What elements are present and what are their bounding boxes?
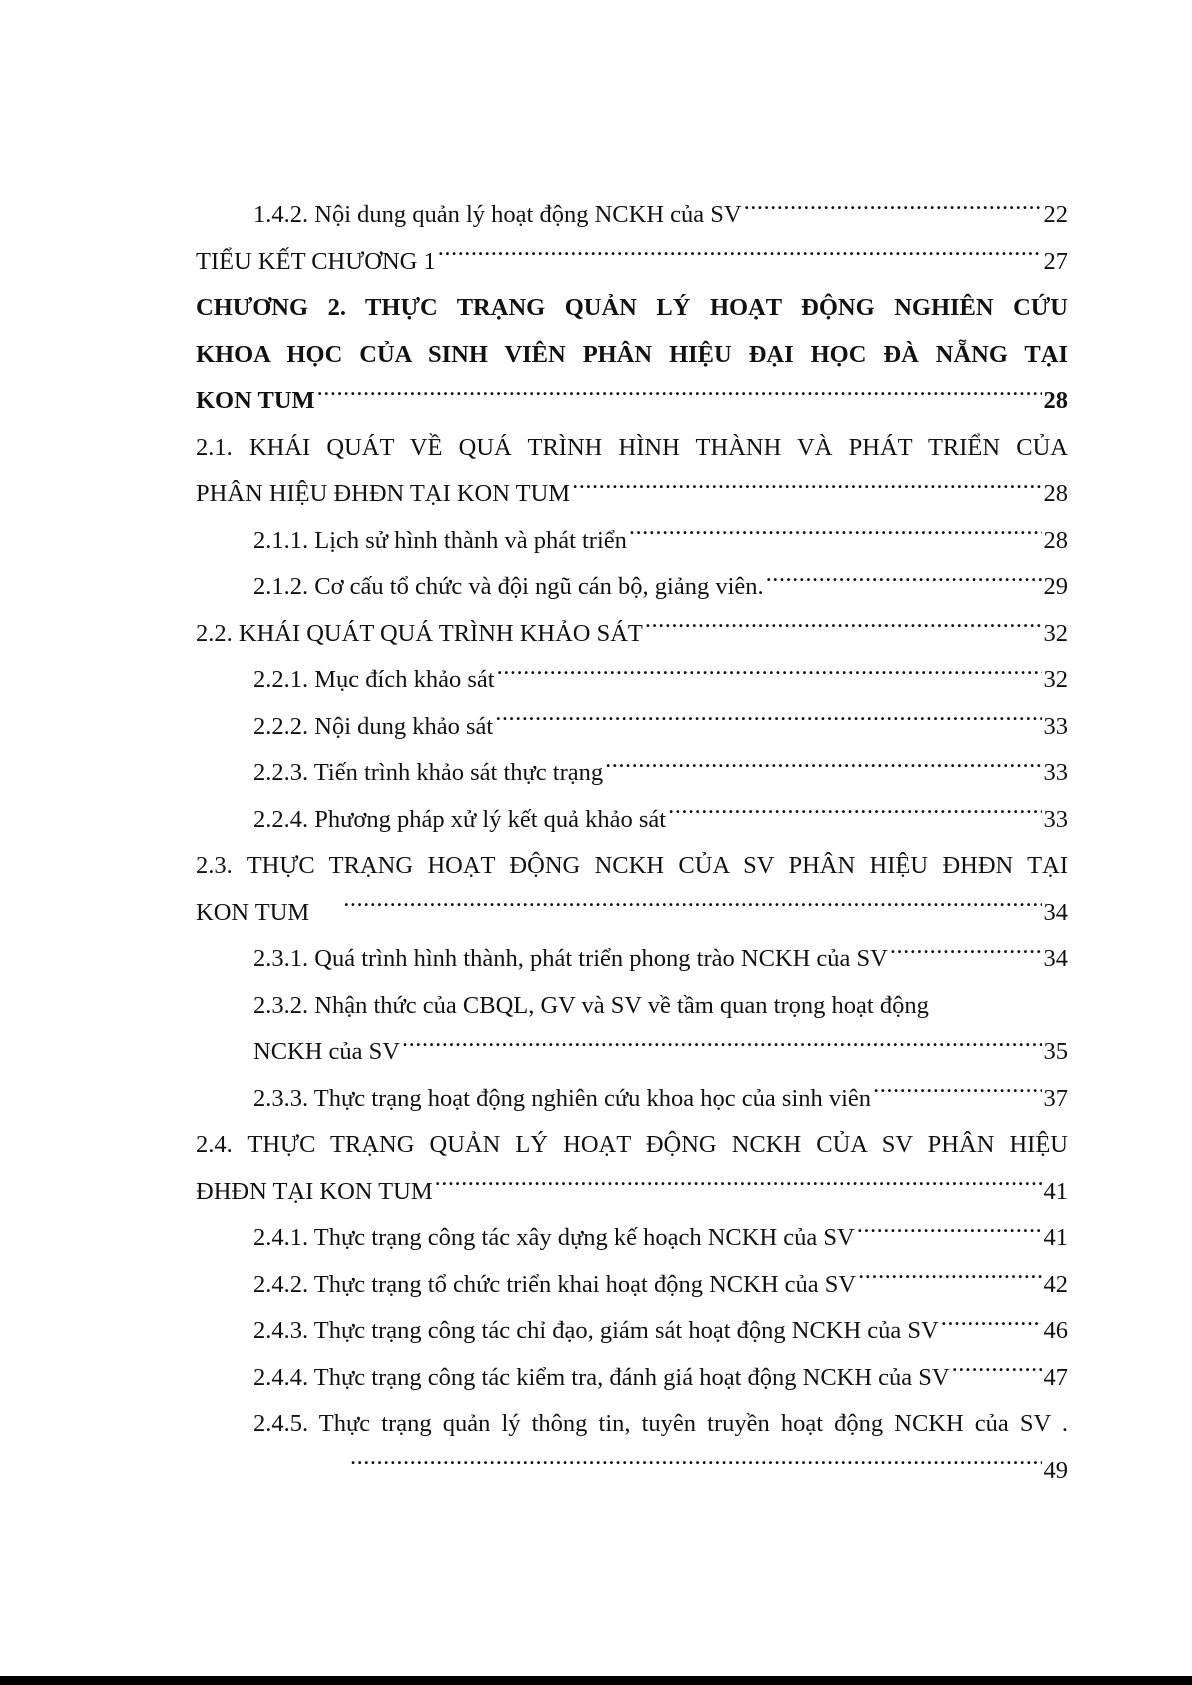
toc-page-number: 35 xyxy=(1043,1038,1068,1065)
toc-entry-title-line: PHÂN HIỆU ĐHĐN TẠI KON TUM xyxy=(196,480,571,507)
toc-entry-title: 2.4.3. Thực trạng công tác chỉ đạo, giám sát hoạt động NCKH của SV xyxy=(253,1317,939,1344)
toc-entry-title-line: CHƯƠNG 2. THỰC TRẠNG QUẢN LÝ HOẠT ĐỘNG NGHIÊN CỨU xyxy=(196,294,1068,321)
toc-entry-title: 2.2.3. Tiến trình khảo sát thực trạng xyxy=(253,759,604,786)
toc-entry-2-3-3[interactable] xyxy=(196,1076,1068,1123)
toc-page-number: 49 xyxy=(1043,1456,1068,1484)
toc-page-number: 34 xyxy=(1043,898,1068,926)
toc-entry-2-1-1[interactable] xyxy=(196,518,1068,565)
dot-leader xyxy=(857,1221,1042,1246)
toc-page-number: 33 xyxy=(1043,759,1068,786)
toc-entry-chapter-2[interactable] xyxy=(196,285,1068,425)
toc-entry-title: 1.4.2. Nội dung quản lý hoạt động NCKH của SV xyxy=(253,201,742,228)
dot-leader xyxy=(435,1174,1042,1199)
dot-leader xyxy=(317,384,1042,409)
toc-entry-title-line: 2.4.5. Thực trạng quản lý thông tin, tuyên truyền hoạt động NCKH của SV . xyxy=(253,1410,1068,1437)
toc-entry-2-1[interactable] xyxy=(196,425,1068,518)
toc-page-number: 22 xyxy=(1043,201,1068,228)
toc-entry-title-line: NCKH của SV xyxy=(253,1038,400,1065)
toc-entry-title: 2.4.1. Thực trạng công tác xây dựng kế hoạch NCKH của SV xyxy=(253,1224,855,1251)
toc-entry-2-2-3[interactable] xyxy=(196,750,1068,797)
toc-entry-1-4-2[interactable] xyxy=(196,192,1068,239)
dot-leader xyxy=(890,942,1042,967)
toc-entry-chapter1-summary[interactable] xyxy=(196,239,1068,286)
toc-page-number: 42 xyxy=(1043,1270,1068,1298)
toc-entry-title-line: KON TUM xyxy=(196,387,315,414)
toc-page-number: 33 xyxy=(1043,712,1068,740)
toc-entry-2-3[interactable] xyxy=(196,843,1068,936)
toc-entry-title: 2.2. KHÁI QUÁT QUÁ TRÌNH KHẢO SÁT xyxy=(196,619,643,647)
dot-leader xyxy=(941,1314,1042,1339)
toc-entry-title: 2.4.4. Thực trạng công tác kiểm tra, đánh giá hoạt động NCKH của SV xyxy=(253,1363,950,1391)
dot-leader xyxy=(629,523,1042,548)
toc-entry-2-2-4[interactable] xyxy=(196,797,1068,844)
toc-page-number: 29 xyxy=(1043,573,1068,600)
toc-entry-title: 2.3.3. Thực trạng hoạt động nghiên cứu khoa học của sinh viên xyxy=(253,1084,872,1112)
toc-page-number: 41 xyxy=(1043,1224,1068,1251)
dot-leader xyxy=(402,1035,1042,1060)
toc-entry-title-line: ĐHĐN TẠI KON TUM xyxy=(196,1177,433,1205)
toc-entry-2-4-5[interactable] xyxy=(196,1401,1068,1494)
toc-entry-title: 2.1.2. Cơ cấu tổ chức và đội ngũ cán bộ, giảng viên. xyxy=(253,573,764,600)
toc-entry-2-3-1[interactable] xyxy=(196,936,1068,983)
dot-leader xyxy=(605,756,1041,781)
dot-leader xyxy=(438,244,1042,269)
toc-entry-title: 2.4.2. Thực trạng tổ chức triển khai hoạt động NCKH của SV xyxy=(253,1270,857,1298)
dot-leader xyxy=(668,802,1041,827)
toc-entry-2-4-4[interactable] xyxy=(196,1355,1068,1402)
toc-entry-title: 2.2.1. Mục đích khảo sát xyxy=(253,666,495,693)
toc-page-number: 41 xyxy=(1043,1177,1068,1205)
toc-page-number: 32 xyxy=(1043,619,1068,647)
toc-entry-2-3-2[interactable] xyxy=(196,983,1068,1076)
toc-page-number: 46 xyxy=(1043,1317,1068,1344)
toc-entry-title-line: KHOA HỌC CỦA SINH VIÊN PHÂN HIỆU ĐẠI HỌC ĐÀ NẴNG TẠI xyxy=(196,340,1068,368)
toc-entry-title-line: 2.1. KHÁI QUÁT VỀ QUÁ TRÌNH HÌNH THÀNH VÀ PHÁT TRIỂN CỦA xyxy=(196,433,1068,461)
toc-entry-title-line: KON TUM xyxy=(196,898,310,926)
toc-entry-title-line: 2.3.2. Nhận thức của CBQL, GV và SV về tầm quan trọng hoạt động xyxy=(253,991,929,1019)
toc-page-number: 28 xyxy=(1043,526,1068,554)
toc-page-number: 34 xyxy=(1043,945,1068,972)
toc-entry-title: 2.3.1. Quá trình hình thành, phát triển phong trào NCKH của SV xyxy=(253,945,888,972)
dot-leader xyxy=(645,616,1042,641)
dot-leader xyxy=(572,477,1041,502)
dot-leader xyxy=(350,1453,1042,1478)
toc-entry-2-1-2[interactable] xyxy=(196,564,1068,611)
table-of-contents xyxy=(196,192,1068,1494)
bottom-edge-bar xyxy=(0,1676,1192,1685)
toc-entry-2-4-1[interactable] xyxy=(196,1215,1068,1262)
toc-entry-title: 2.1.1. Lịch sử hình thành và phát triển xyxy=(253,526,627,554)
dot-leader xyxy=(497,663,1042,688)
toc-entry-2-2-1[interactable] xyxy=(196,657,1068,704)
toc-page-number: 37 xyxy=(1043,1084,1068,1112)
toc-page-number: 28 xyxy=(1043,387,1068,414)
dot-leader xyxy=(952,1360,1042,1385)
toc-entry-2-2[interactable] xyxy=(196,611,1068,658)
toc-entry-title: 2.2.4. Phương pháp xử lý kết quả khảo sát xyxy=(253,805,667,833)
toc-entry-title: 2.2.2. Nội dung khảo sát xyxy=(253,712,494,740)
toc-entry-title-line: 2.4. THỰC TRẠNG QUẢN LÝ HOẠT ĐỘNG NCKH CỦA SV PHÂN HIỆU xyxy=(196,1131,1068,1158)
dot-leader xyxy=(744,198,1042,223)
toc-entry-2-4-3[interactable] xyxy=(196,1308,1068,1355)
toc-page-number: 47 xyxy=(1043,1363,1068,1391)
toc-entry-2-4-2[interactable] xyxy=(196,1262,1068,1309)
toc-entry-2-2-2[interactable] xyxy=(196,704,1068,751)
dot-leader xyxy=(873,1081,1041,1106)
dot-leader xyxy=(766,570,1042,595)
toc-page-number: 28 xyxy=(1043,480,1068,507)
toc-entry-2-4[interactable] xyxy=(196,1122,1068,1215)
toc-entry-title: TIỂU KẾT CHƯƠNG 1 xyxy=(196,247,436,275)
dot-leader xyxy=(858,1267,1041,1292)
toc-page-number: 27 xyxy=(1043,247,1068,275)
dot-leader xyxy=(343,895,1041,920)
toc-page-number: 32 xyxy=(1043,666,1068,693)
toc-page-number: 33 xyxy=(1043,805,1068,833)
dot-leader xyxy=(495,709,1041,734)
toc-entry-title-line: 2.3. THỰC TRẠNG HOẠT ĐỘNG NCKH CỦA SV PHÂN HIỆU ĐHĐN TẠI xyxy=(196,852,1068,879)
